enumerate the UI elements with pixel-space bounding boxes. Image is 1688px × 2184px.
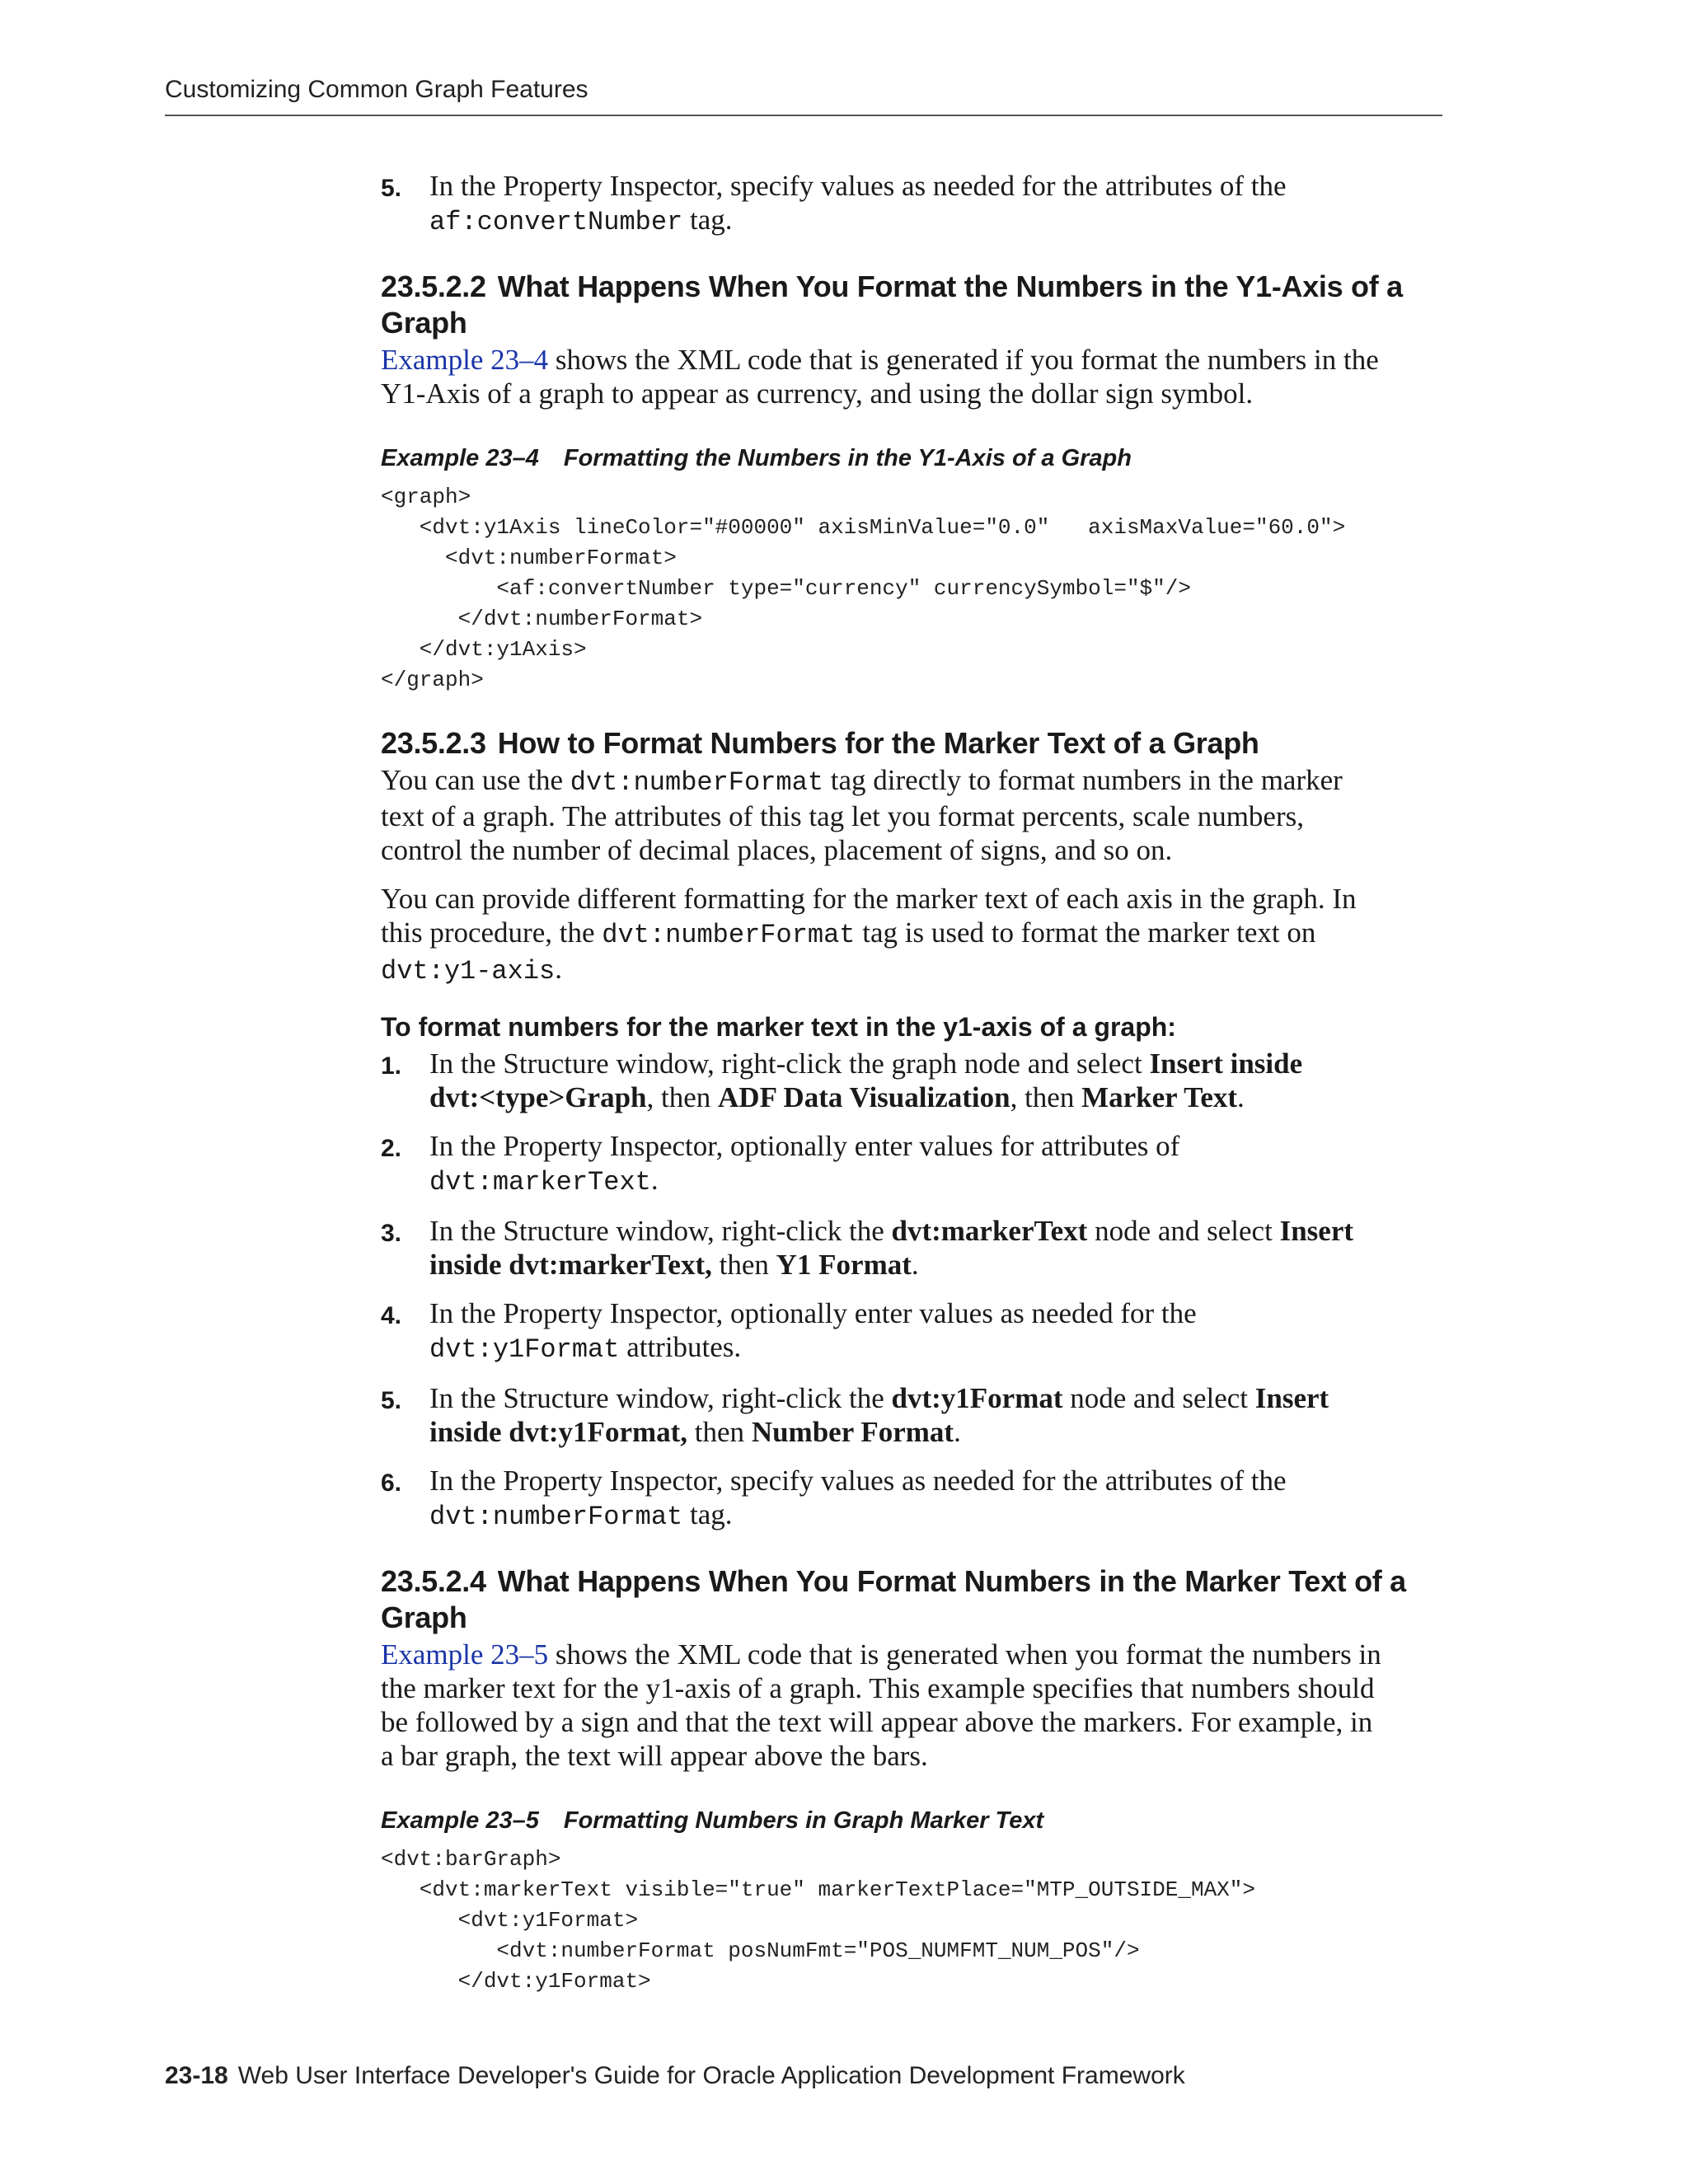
step-text: then — [687, 1416, 752, 1448]
paragraph-text: text of a graph. The attributes of this tag let you format percents, scale numbers, — [381, 800, 1304, 832]
page-number: 23-18 — [165, 2062, 228, 2089]
example-caption — [381, 1806, 1444, 1835]
section-number: 23.5.2.2 — [381, 269, 486, 303]
header-divider — [165, 115, 1442, 116]
page-content — [381, 169, 1444, 1997]
code-block: <dvt:barGraph> <dvt:markerText visible="true" markerTextPlace="MTP_OUTSIDE_MAX"> <dvt:y1Format> <dvt:numberFormat posNumFmt="POS_NUMFMT_NUM_POS"/> </dvt:y1Format> — [381, 1847, 1255, 1994]
example-number: Example 23–4 — [381, 445, 539, 471]
section-title: What Happens When You Format the Numbers in the Y1-Axis of a Graph — [381, 269, 1403, 340]
code-term: dvt:numberFormat — [602, 920, 856, 950]
paragraph — [381, 763, 1444, 867]
section-number: 23.5.2.3 — [381, 726, 486, 760]
step-text: then — [711, 1249, 776, 1281]
section-heading — [381, 725, 1444, 762]
ui-term: inside dvt:y1Format, — [429, 1416, 688, 1448]
step-number: 5. — [381, 1387, 402, 1414]
page-footer — [165, 2062, 1185, 2090]
list-item — [381, 1296, 1444, 1366]
step-number: 1. — [381, 1052, 402, 1080]
procedure-heading: To format numbers for the marker text in the y1-axis of a graph: — [381, 1012, 1176, 1042]
paragraph — [381, 343, 1444, 410]
paragraph-text: tag is used to format the marker text on — [855, 916, 1316, 949]
code-term: dvt:numberFormat — [429, 1502, 683, 1532]
code-term: dvt:y1-axis — [381, 956, 556, 987]
step-text: . — [954, 1416, 961, 1448]
paragraph-text: Y1-Axis of a graph to appear as currency, and using the dollar sign symbol. — [381, 377, 1254, 410]
step-text: In the Property Inspector, specify values as needed for the attributes of the — [429, 170, 1287, 202]
paragraph-text: shows the XML code that is generated if you format the numbers in the — [548, 344, 1379, 376]
list-item — [381, 1047, 1444, 1114]
paragraph-text: control the number of decimal places, placement of signs, and so on. — [381, 834, 1173, 866]
paragraph-text: the marker text for the y1-axis of a graph. This example specifies that numbers should — [381, 1672, 1375, 1704]
list-item — [381, 169, 1444, 239]
paragraph-text: shows the XML code that is generated when you format the numbers in — [548, 1638, 1381, 1671]
step-number: 3. — [381, 1220, 402, 1247]
ui-term: dvt:<type>Graph — [429, 1081, 647, 1113]
book-title: Web User Interface Developer's Guide for Oracle Application Development Framework — [237, 2062, 1185, 2089]
step-text: . — [650, 1164, 659, 1196]
example-number: Example 23–5 — [381, 1807, 539, 1834]
step-text: In the Property Inspector, specify values as needed for the attributes of the — [429, 1465, 1287, 1497]
section-title: What Happens When You Format Numbers in the Marker Text of a Graph — [381, 1564, 1406, 1634]
paragraph-text: You can provide different formatting for the marker text of each axis in the graph. In — [381, 883, 1357, 915]
step-text: In the Property Inspector, optionally enter values for attributes of — [429, 1130, 1180, 1162]
ui-term: Y1 Format — [776, 1249, 912, 1281]
running-header: Customizing Common Graph Features — [165, 76, 588, 103]
step-text: tag. — [682, 204, 733, 236]
step-text: , then — [1010, 1081, 1082, 1113]
example-title: Formatting the Numbers in the Y1-Axis of a Graph — [563, 445, 1132, 471]
step-text: . — [1237, 1081, 1245, 1113]
step-text: In the Property Inspector, optionally enter values as needed for the — [429, 1297, 1197, 1329]
paragraph-text: a bar graph, the text will appear above the bars. — [381, 1740, 928, 1772]
step-text: node and select — [1087, 1215, 1280, 1247]
paragraph — [381, 882, 1444, 988]
code-term: dvt:numberFormat — [570, 767, 824, 798]
step-text: . — [911, 1249, 919, 1281]
paragraph-text: be followed by a sign and that the text will appear above the markers. For example, in — [381, 1706, 1373, 1738]
section-title: How to Format Numbers for the Marker Text of a Graph — [497, 726, 1259, 760]
list-item — [381, 1129, 1444, 1199]
step-text: node and select — [1062, 1382, 1255, 1414]
paragraph — [381, 1638, 1444, 1773]
example-title: Formatting Numbers in Graph Marker Text — [563, 1807, 1044, 1834]
list-item — [381, 1464, 1444, 1534]
example-caption — [381, 443, 1444, 473]
code-block: <graph> <dvt:y1Axis lineColor="#00000" axisMinValue="0.0" axisMaxValue="60.0"> <dvt:numberFormat> <af:convertNumber type="currency" currencySymbol="$"/> </dvt:numberFormat> </dvt:y1Axis> </graph> — [381, 485, 1346, 692]
ui-term: dvt:markerText — [891, 1215, 1088, 1247]
paragraph-text: You can use the — [381, 764, 570, 796]
paragraph-text: this procedure, the — [381, 916, 603, 949]
section-number: 23.5.2.4 — [381, 1564, 486, 1598]
ui-term: inside dvt:markerText, — [429, 1249, 712, 1281]
paragraph-text: . — [555, 953, 562, 985]
ui-term: dvt:y1Format — [891, 1382, 1063, 1414]
step-text: attributes. — [619, 1331, 742, 1363]
step-number: 2. — [381, 1135, 402, 1162]
step-text: , then — [646, 1081, 719, 1113]
step-text: tag. — [682, 1498, 733, 1530]
step-text: In the Structure window, right-click the — [429, 1382, 892, 1414]
example-link[interactable]: Example 23–4 — [381, 344, 549, 376]
list-item — [381, 1214, 1444, 1282]
code-term: dvt:markerText — [429, 1167, 651, 1197]
ui-term: ADF Data Visualization — [718, 1081, 1010, 1113]
paragraph-text: tag directly to format numbers in the marker — [823, 764, 1343, 796]
section-heading — [381, 269, 1444, 341]
ui-term: Insert inside — [1149, 1047, 1303, 1080]
section-heading — [381, 1563, 1444, 1636]
list-item — [381, 1381, 1444, 1449]
code-term: dvt:y1Format — [429, 1334, 620, 1365]
ui-term: Number Format — [751, 1416, 954, 1448]
step-text: In the Structure window, right-click the — [429, 1215, 892, 1247]
ui-term: Insert — [1254, 1382, 1329, 1414]
code-term: af:convertNumber — [429, 207, 683, 237]
step-number: 6. — [381, 1469, 402, 1497]
step-number: 5. — [381, 175, 402, 202]
ui-term: Marker Text — [1081, 1081, 1238, 1113]
example-link[interactable]: Example 23–5 — [381, 1638, 549, 1671]
ui-term: Insert — [1279, 1215, 1354, 1247]
step-number: 4. — [381, 1302, 402, 1329]
step-text: In the Structure window, right-click the graph node and select — [429, 1047, 1150, 1080]
